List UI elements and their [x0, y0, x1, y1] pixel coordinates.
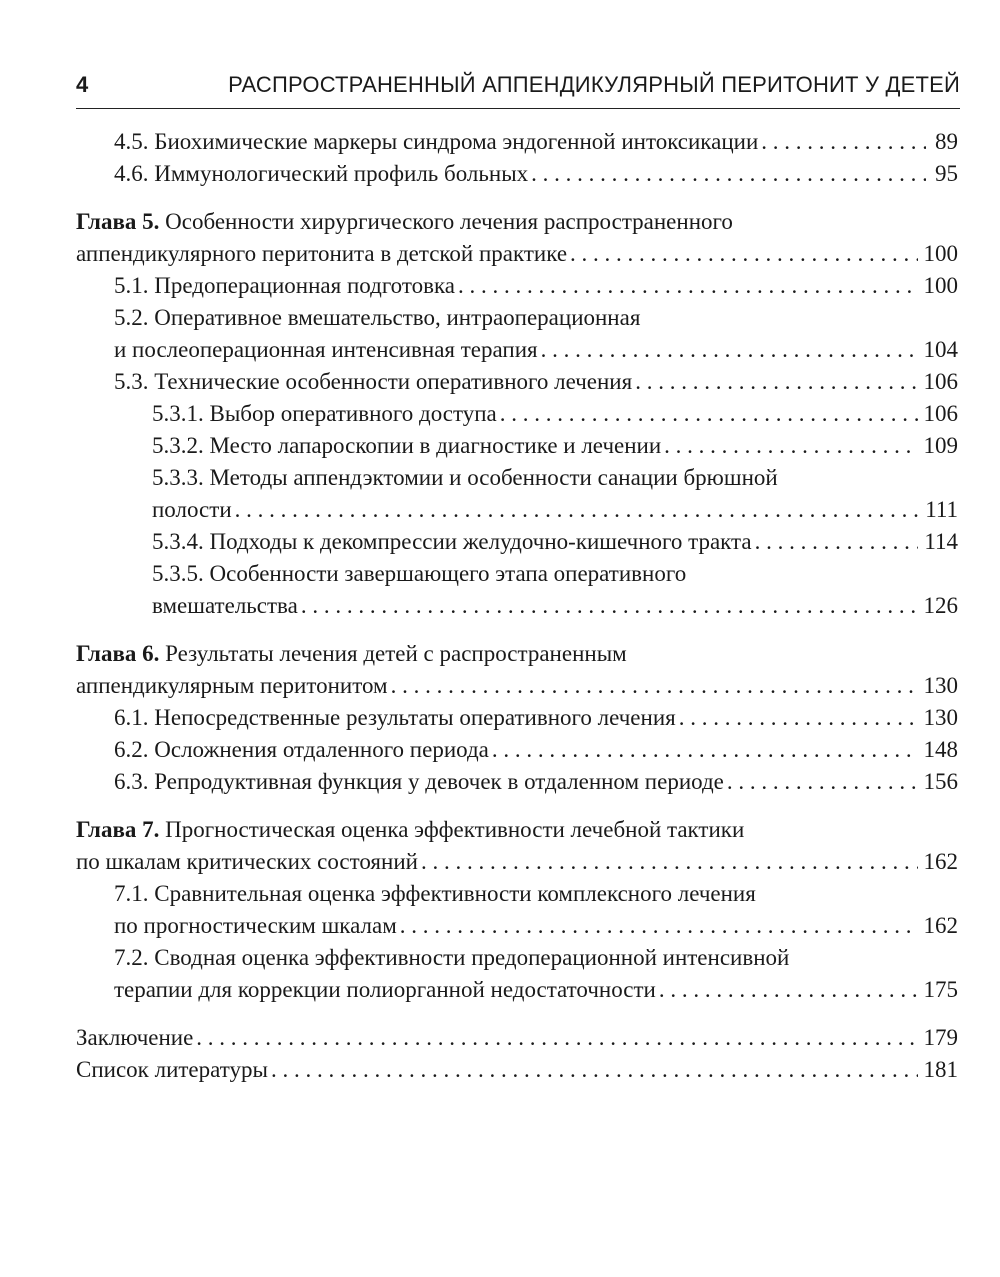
toc-chapter-5-line2[interactable]: [76, 238, 958, 270]
toc-entry-6-3[interactable]: [76, 766, 958, 798]
toc-entry-title: 5.3.3. Методы аппендэктомии и особенности санации брюшной: [152, 465, 778, 490]
toc-entry-title: 7.1. Сравнительная оценка эффективности комплексного лечения: [114, 881, 756, 906]
toc-entry-title: Глава 5. Особенности хирургического лечения распространенного: [76, 209, 733, 234]
toc-entry-title: 6.2. Осложнения отдаленного периода: [114, 737, 489, 762]
toc-entry-7-2-line1[interactable]: [76, 942, 958, 974]
toc-entry-title-cont: по прогностическим шкалам: [114, 913, 397, 938]
toc-entry-title: 6.3. Репродуктивная функция у девочек в отдаленном периоде: [114, 769, 724, 794]
toc-page-number: 156: [923, 769, 958, 794]
toc-page-number: 95: [935, 161, 958, 186]
toc-entry-conclusion[interactable]: [76, 1022, 958, 1054]
toc-entry-7-1-line1[interactable]: [76, 878, 958, 910]
toc-page-number: 162: [923, 913, 958, 938]
toc-entry-6-1[interactable]: [76, 702, 958, 734]
toc-entry-5-3-4[interactable]: [76, 526, 958, 558]
leader-dots: [570, 238, 917, 270]
toc-entry-title-cont: аппендикулярным перитонитом: [76, 673, 388, 698]
toc-entry-title: Заключение: [76, 1025, 194, 1050]
toc-entry-title: Список литературы: [76, 1057, 268, 1082]
leader-dots: [755, 526, 919, 558]
toc-chapter-6-line1[interactable]: [76, 638, 958, 670]
leader-dots: [679, 702, 918, 734]
toc-page-number: 162: [923, 849, 958, 874]
toc-page-number: 106: [923, 369, 958, 394]
toc-page-number: 181: [923, 1057, 958, 1082]
toc-page-number: 89: [935, 129, 958, 154]
toc-entry-7-1-line2[interactable]: [76, 910, 958, 942]
toc-entry-7-2-line2[interactable]: [76, 974, 958, 1006]
toc-entry-references[interactable]: [76, 1054, 958, 1086]
toc-page-number: 130: [923, 705, 958, 730]
toc-entry-5-3-2[interactable]: [76, 430, 958, 462]
leader-dots: [301, 590, 918, 622]
toc-entry-5-3-3-line1[interactable]: [76, 462, 958, 494]
page-number: 4: [76, 72, 89, 97]
toc-page-number: 126: [923, 593, 958, 618]
toc-entry-title: 5.2. Оперативное вмешательство, интраоперационная: [114, 305, 641, 330]
chapter-label: Глава 7.: [76, 817, 160, 842]
leader-dots: [635, 366, 917, 398]
toc-page-number: 179: [923, 1025, 958, 1050]
leader-dots: [271, 1054, 918, 1086]
toc-entry-title-cont: полости: [152, 497, 232, 522]
toc-entry-title: 5.3.2. Место лапароскопии в диагностике и лечении: [152, 433, 662, 458]
toc-chapter-6-line2[interactable]: [76, 670, 958, 702]
toc-entry-5-3-1[interactable]: [76, 398, 958, 430]
running-header: [76, 70, 960, 109]
table-of-contents: [76, 126, 958, 1086]
toc-page-number: 114: [924, 529, 958, 554]
toc-entry-title: 7.2. Сводная оценка эффективности предоперационной интенсивной: [114, 945, 790, 970]
toc-entry-title-cont: вмешательства: [152, 593, 298, 618]
toc-entry-title: 4.6. Иммунологический профиль больных: [114, 161, 529, 186]
toc-entry-5-3[interactable]: [76, 366, 958, 398]
toc-entry-title: 5.3.4. Подходы к декомпрессии желудочно-кишечного тракта: [152, 529, 752, 554]
toc-page-number: 109: [923, 433, 958, 458]
toc-entry-5-2-line2[interactable]: [76, 334, 958, 366]
leader-dots: [541, 334, 918, 366]
leader-dots: [235, 494, 920, 526]
toc-entry-title: 5.3.1. Выбор оперативного доступа: [152, 401, 497, 426]
toc-entry-4-6[interactable]: [76, 158, 958, 190]
toc-entry-5-3-3-line2[interactable]: [76, 494, 958, 526]
leader-dots: [421, 846, 918, 878]
toc-entry-4-5[interactable]: [76, 126, 958, 158]
leader-dots: [500, 398, 918, 430]
toc-page-number: 104: [923, 337, 958, 362]
toc-entry-title: 5.3. Технические особенности оперативного лечения: [114, 369, 633, 394]
toc-entry-5-3-5-line2[interactable]: [76, 590, 958, 622]
chapter-label: Глава 6.: [76, 641, 160, 666]
leader-dots: [391, 670, 918, 702]
toc-entry-title: 5.1. Предоперационная подготовка: [114, 273, 456, 298]
toc-page-number: 175: [923, 977, 958, 1002]
toc-entry-5-1[interactable]: [76, 270, 958, 302]
toc-entry-title: 6.1. Непосредственные результаты оперативного лечения: [114, 705, 676, 730]
toc-entry-title-cont: и послеоперационная интенсивная терапия: [114, 337, 538, 362]
toc-entry-title-cont: терапии для коррекции полиорганной недостаточности: [114, 977, 656, 1002]
toc-entry-title: Глава 7. Прогностическая оценка эффективности лечебной тактики: [76, 817, 745, 842]
toc-page-number: 148: [923, 737, 958, 762]
toc-chapter-5-line1[interactable]: [76, 206, 958, 238]
toc-page-number: 111: [925, 497, 958, 522]
toc-entry-5-2-line1[interactable]: [76, 302, 958, 334]
toc-page-number: 100: [923, 241, 958, 266]
leader-dots: [196, 1022, 917, 1054]
toc-entry-title: 4.5. Биохимические маркеры синдрома эндогенной интоксикации: [114, 129, 759, 154]
leader-dots: [664, 430, 917, 462]
toc-page-number: 106: [923, 401, 958, 426]
toc-entry-title-cont: аппендикулярного перитонита в детской практике: [76, 241, 568, 266]
leader-dots: [761, 126, 926, 158]
leader-dots: [727, 766, 918, 798]
toc-entry-title: 5.3.5. Особенности завершающего этапа оперативного: [152, 561, 687, 586]
toc-page-number: 100: [923, 273, 958, 298]
toc-entry-5-3-5-line1[interactable]: [76, 558, 958, 590]
toc-entry-title-cont: по шкалам критических состояний: [76, 849, 418, 874]
toc-page-number: 130: [923, 673, 958, 698]
running-title: РАСПРОСТРАНЕННЫЙ АППЕНДИКУЛЯРНЫЙ ПЕРИТОНИТ У ДЕТЕЙ: [228, 72, 960, 97]
toc-entry-6-2[interactable]: [76, 734, 958, 766]
chapter-label: Глава 5.: [76, 209, 160, 234]
leader-dots: [492, 734, 918, 766]
toc-chapter-7-line1[interactable]: [76, 814, 958, 846]
leader-dots: [531, 158, 926, 190]
leader-dots: [659, 974, 918, 1006]
leader-dots: [458, 270, 917, 302]
leader-dots: [400, 910, 918, 942]
toc-chapter-7-line2[interactable]: [76, 846, 958, 878]
toc-entry-title: Глава 6. Результаты лечения детей с распространенным: [76, 641, 627, 666]
